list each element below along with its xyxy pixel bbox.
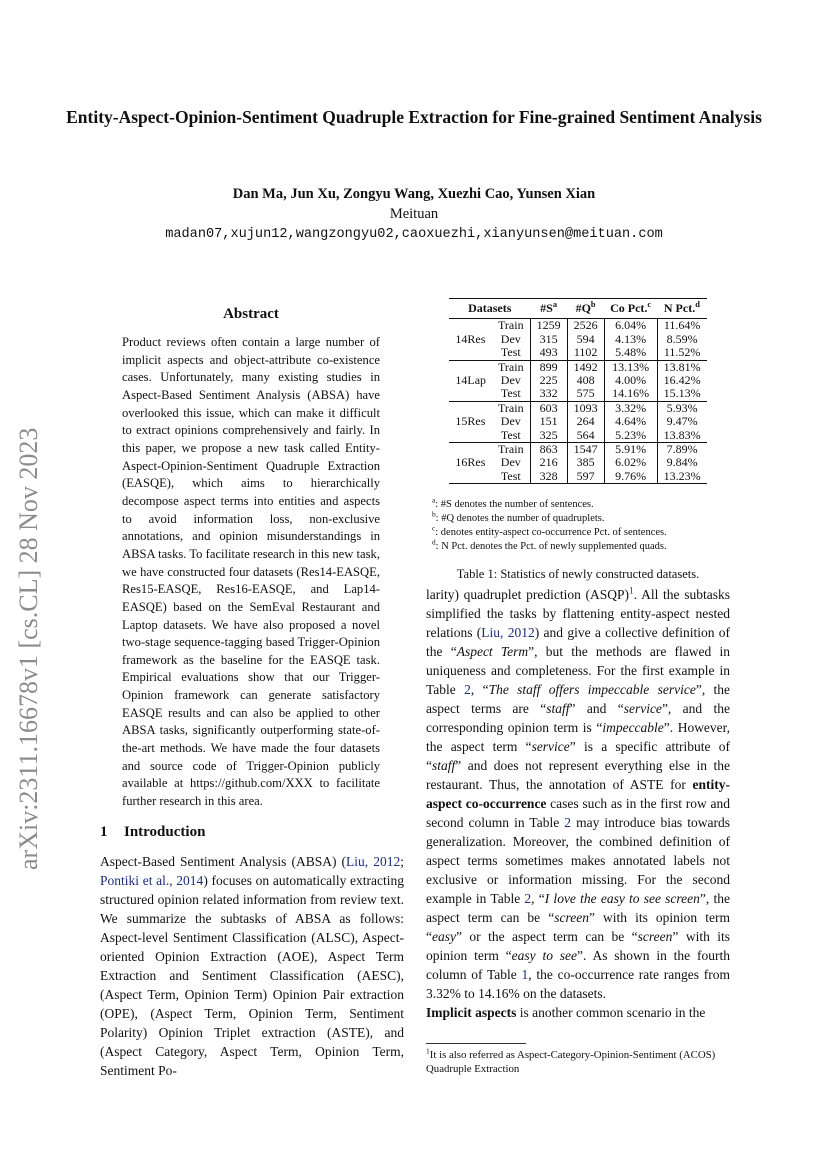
header-text: #Q [575,301,591,315]
header-footnote-mark: a [552,300,558,309]
emphasis-text: Aspect Term [456,644,529,659]
cell-co: 5.48% [604,346,657,360]
dataset-name-cell: 16Res [455,455,486,470]
cell-split: Test [500,427,521,442]
cell-split: Dev [500,455,521,470]
table-ref-link[interactable]: 2 [564,815,572,830]
body-text: ” and “ [569,701,624,716]
cell-n: 11.64% [657,319,707,333]
cell-n: 5.93% [657,401,707,415]
cell-n: 16.42% [657,374,707,387]
abstract-text: Product reviews often contain a large number of implicit aspects and object-attribute co-existence cases. Unfortunately, many existing studies in Aspect-Based Sentiment Analysis (ABSA) have overlooked this issue, which can make it difficult to extract opinions comprehensively and fairly. In this paper, we propose a new task called Entity-Aspect-Opinion-Sentiment Quadruple Extraction (EASQE), which aims to hierarchically decompose aspect terms into entities and aspects to avoid information loss, non-exclusive annotations, and opinion misunderstandings in ABSA tasks. To facilitate research in this new task, we have constructed four datasets (Res14-EASQE, Res15-EASQE, Res16-EASQE, and Lap14-EASQE) based on the SemEval Restaurant and Laptop datasets. We have also proposed a novel two-stage sequence-tagging based Trigger-Opinion framework as the baseline for the EASQE task. Empirical evaluations show that our Trigger-Opinion framework can generate satisfactory EASQE results and can also be applied to other ABSA tasks, significantly outperforming state-of-the-art methods. We have made the four datasets and source code of Trigger-Opinion publicly available at https://github.com/XXX to facilitate further research in this area. [122,335,380,809]
body-text: ” and does not represent everything else in the restaurant. Thus, the annotation of ASTE for [426,758,730,792]
table-ref-link[interactable]: 2 [524,891,532,906]
table-row [449,401,706,415]
table-note [432,495,732,512]
author-list: Dan Ma, Jun Xu, Zongyu Wang, Xuezhi Cao, Yunsen Xian [232,186,596,202]
author-emails: madan07,xujun12,wangzongyu02,caoxuezhi,xianyunsen@meituan.com [165,227,663,242]
emphasis-text: easy [432,929,456,944]
cell-split: Dev [500,373,521,388]
table-row [449,319,706,333]
citation-link[interactable]: Liu, [346,854,369,869]
cell-co: 6.04% [604,319,657,333]
cell-s: 151 [530,415,567,428]
intro-text: ) focuses on automatically extracting structured opinion related information from review text. We summarize the subtasks of ABSA as follows: Aspect-level Sentiment Classification (ALSC), Aspect-oriented Opinion Extraction (AOE), Aspect Term Extraction and Sentiment Classification (AESC), (Aspect Term, Opinion Term) Opinion Pair extraction (OPE), (Aspect Term, Opinion Term, Sentiment Polarity) Opinion Triplet extraction (ASTE), and (Aspect Category, Aspect Term, Opinion Term, Sentiment Po- [100,873,404,1078]
affiliation: Meituan [389,206,439,222]
cell-s: 328 [530,470,567,484]
abstract-heading: Abstract [223,306,279,322]
bold-text: entity-aspect co-occurrence [426,777,730,811]
table-ref-link[interactable]: 1 [521,967,529,982]
body-text: , “ [531,891,545,906]
header-text: N Pct. [663,301,696,315]
cell-s: 1259 [530,319,567,333]
body-text: . All the subtasks simplified the tasks by flattening entity-aspect nested relations ( [426,587,730,640]
body-text: is another common scenario in the [516,1005,706,1020]
cell-q: 1547 [567,443,604,457]
dataset-name-cell: 15Res [455,414,486,429]
cell-q: 408 [567,374,604,387]
cell-s: 863 [530,443,567,457]
emphasis-text: staff [432,758,456,773]
intro-text: ; [400,854,404,869]
dataset-name-cell: 14Res [455,331,486,346]
body-text: ”, and the corresponding opinion term is “ [426,701,730,735]
body-text: ”, the aspect terms are “ [426,682,731,716]
body-text: may introduce bias towards generalization. Moreover, the combined definition of aspect terms sometimes makes annotated labels not exclusive or information missing. For the second example in Table [426,815,730,906]
body-text: ” with its opinion term “ [426,910,730,944]
cell-n: 13.81% [657,360,707,374]
cell-n: 9.84% [657,456,707,469]
body-text: ) and give a collective definition of the “ [426,625,731,659]
emphasis-text: easy to see [511,948,578,963]
cell-co: 5.23% [604,429,657,443]
section-heading-introduction [100,824,402,841]
cell-s: 225 [530,374,567,387]
body-text: , the co-occurrence rate ranges from 3.32% to 14.16% on the datasets. [426,967,730,1001]
cell-split: Train [498,359,524,374]
arxiv-stamp: arXiv:2311.16678v1 [cs.CL] 28 Nov 2023 [14,427,43,870]
body-text: ” or the aspect term can be “ [456,929,638,944]
header-footnote-mark: b [590,300,596,309]
emphasis-text: screen [637,929,673,944]
cell-co: 13.13% [604,360,657,374]
col-header-s [530,299,567,319]
header-text: Co Pct. [610,301,648,315]
cell-n: 11.52% [657,346,707,360]
cell-s: 899 [530,360,567,374]
note-mark: d [432,537,436,547]
section-title: Introduction [124,824,206,840]
citation-link[interactable]: Liu, 2012 [481,625,535,640]
emphasis-text: service [531,739,570,754]
cell-q: 264 [567,415,604,428]
body-text: ”, the aspect term can be “ [426,891,730,925]
citation-link[interactable]: 2012 [373,854,401,869]
cell-q: 564 [567,429,604,443]
cell-co: 6.02% [604,456,657,469]
note-text: : denotes entity-aspect co-occurrence Pct. of sentences. [435,527,667,538]
emphasis-text: screen [554,910,589,925]
cell-co: 4.13% [604,333,657,346]
cell-s: 315 [530,333,567,346]
body-text: , “ [470,682,489,697]
cell-split: Test [500,468,521,483]
table-body [449,319,706,484]
table-ref-link[interactable]: 2 [464,682,471,697]
body-text: ” is a specific attribute of “ [426,739,730,773]
cell-n: 15.13% [657,387,707,401]
cell-n: 13.83% [657,429,707,443]
cell-q: 597 [567,470,604,484]
footnote [426,1048,730,1076]
body-text: ” with its opinion term “ [426,929,731,963]
bold-text: Implicit aspects [426,1005,517,1020]
emphasis-text: I love the easy to see screen [544,891,700,906]
cell-s: 325 [530,429,567,443]
note-text: : N Pct. denotes the Pct. of newly supplemented quads. [435,541,667,552]
body-text: ”. However, the aspect term “ [426,720,731,754]
col-header-q [567,299,604,319]
cell-co: 5.91% [604,443,657,457]
citation-link[interactable]: Pontiki et al., 2014 [100,873,204,888]
cell-q: 575 [567,387,604,401]
cell-q: 2526 [567,319,604,333]
intro-text: Aspect-Based Sentiment Analysis (ABSA) ( [100,854,347,869]
note-mark: b [432,509,436,519]
table-row [449,360,706,374]
cell-q: 385 [567,456,604,469]
paper-title: Entity-Aspect-Opinion-Sentiment Quadruple Extraction for Fine-grained Sentiment Analysis [66,107,762,127]
header-text: #S [540,301,553,315]
col-header-n [657,299,707,319]
cell-q: 1102 [567,346,604,360]
cell-n: 8.59% [657,333,707,346]
footnote-mark: 1 [426,1046,430,1056]
col-header-datasets: Datasets [468,301,512,315]
cell-split: Test [500,345,521,360]
section-number: 1 [100,824,108,840]
body-text: cases such as in the first row and second column in Table [426,796,730,830]
cell-split: Train [498,400,524,415]
note-mark: c [432,523,436,533]
table-row [449,443,706,457]
cell-q: 1093 [567,401,604,415]
footnote-ref[interactable]: 1 [629,586,634,597]
table-note [432,537,732,554]
cell-co: 14.16% [604,387,657,401]
cell-co: 4.64% [604,415,657,428]
cell-n: 9.47% [657,415,707,428]
cell-co: 3.32% [604,401,657,415]
emphasis-text: impeccable [602,720,664,735]
cell-split: Train [498,318,524,333]
cell-s: 493 [530,346,567,360]
col-header-co [604,299,657,319]
table-notes [432,495,732,554]
cell-s: 216 [530,456,567,469]
cell-split: Dev [500,331,521,346]
cell-split: Test [500,386,521,401]
cell-co: 9.76% [604,470,657,484]
note-mark: a [432,495,436,505]
note-text: : #S denotes the number of sentences. [435,499,594,510]
table-caption: Table 1: Statistics of newly constructed datasets. [456,567,700,581]
cell-q: 594 [567,333,604,346]
header-footnote-mark: c [647,300,652,309]
table-note [432,523,732,540]
cell-n: 13.23% [657,470,707,484]
cell-s: 603 [530,401,567,415]
footnote-text: It is also referred as Aspect-Category-Opinion-Sentiment (ACOS) Quadruple Extraction [426,1049,716,1075]
footnote-divider [426,1043,526,1044]
cell-split: Train [498,442,524,457]
note-text: : #Q denotes the number of quadruplets. [435,513,605,524]
body-text: ”. As shown in the fourth column of Table [426,948,730,982]
statistics-table [426,298,730,484]
body-text: larity) quadruplet prediction (ASQP) [426,587,630,602]
emphasis-text: staff [546,701,570,716]
cell-split: Dev [500,414,521,429]
table-note [432,509,732,526]
cell-s: 332 [530,387,567,401]
cell-n: 7.89% [657,443,707,457]
header-footnote-mark: d [695,300,700,309]
intro-paragraph [100,852,404,1080]
cell-q: 1492 [567,360,604,374]
emphasis-text: service [623,701,662,716]
dataset-name-cell: 14Lap [455,373,487,388]
body-text: ”, but the methods are flawed in uniqueness and completeness. For the first example in Table [426,644,730,697]
right-column-text [426,585,730,1022]
cell-co: 4.00% [604,374,657,387]
emphasis-text: The staff offers impeccable service [488,682,696,697]
